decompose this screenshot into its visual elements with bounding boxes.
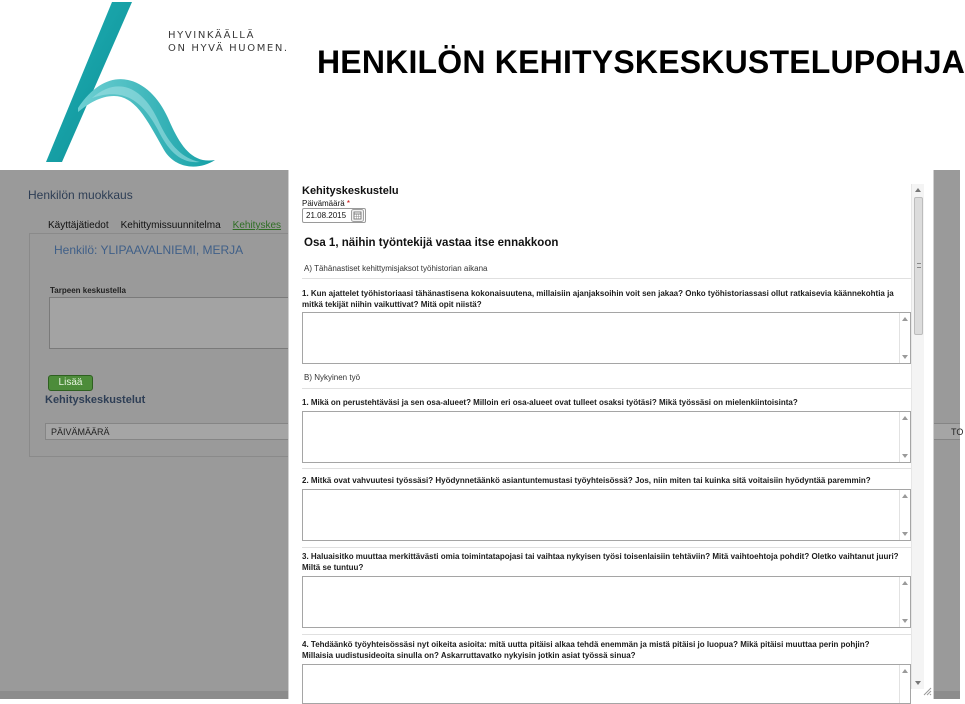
dialog-scrollbar[interactable]	[911, 184, 924, 689]
add-button[interactable]: Lisää	[48, 375, 93, 391]
divider	[302, 468, 912, 469]
scroll-up-icon[interactable]	[902, 581, 908, 585]
subsection-b: B) Nykyinen työ	[304, 373, 361, 382]
question-b3: 3. Haluaisitko muuttaa merkittävästi omia toimintatapojasi tai vaihtaa nykyisen työsi toisenlaisiin tehtäviin? Mitä vaihtoehtoja pohdit? Oletko vaihtanut juuri? Miltä se tuntuu?	[302, 552, 899, 572]
textarea-scrollbar[interactable]	[899, 412, 910, 462]
question-a1: 1. Kun ajattelet työhistoriaasi tähänastisena kokonaisuutena, millaisiin ajanjaksoihin voit sen jakaa? Onko työhistoriassasi ollut ratkaisevia käännekohtia ja mitkä tekijät niihin vaikuttivat? Mitä opit niistä?	[302, 289, 894, 309]
logo-tagline	[168, 29, 289, 55]
calendar-icon[interactable]	[351, 209, 364, 222]
grip-icon	[917, 263, 921, 268]
answer-b1-textarea[interactable]	[302, 411, 911, 463]
question-b2: 2. Mitkä ovat vahvuutesi työssäsi? Hyödynnetäänkö asiantuntemustasi työyhteisössä? Jos, niin miten tai kuinka sitä voitaisiin hyödyntää paremmin?	[302, 476, 871, 485]
need-to-discuss-textarea[interactable]	[49, 297, 299, 349]
tab-development-discussions[interactable]: Kehityskes	[232, 220, 282, 231]
scroll-down-icon[interactable]	[902, 532, 908, 536]
divider	[302, 547, 912, 548]
answer-a1-textarea[interactable]	[302, 312, 911, 364]
question-b1: 1. Mikä on perustehtäväsi ja sen osa-alueet? Milloin eri osa-alueet ovat tulleet osaksi työtäsi? Mikä työssäsi on mielenkiintoisinta?	[302, 398, 798, 407]
discussions-title: Kehityskeskustelut	[45, 394, 146, 406]
textarea-scrollbar[interactable]	[899, 313, 910, 363]
divider	[302, 278, 912, 279]
logo-tagline-line1: HYVINKÄÄLLÄ	[168, 30, 256, 41]
divider	[302, 634, 912, 635]
scroll-down-icon[interactable]	[902, 355, 908, 359]
textarea-scrollbar[interactable]	[899, 490, 910, 540]
textarea-scrollbar[interactable]	[899, 665, 910, 703]
scroll-up-icon[interactable]	[902, 416, 908, 420]
scroll-up-icon[interactable]	[915, 188, 921, 192]
tab-development-plan[interactable]: Kehittymissuunnitelma	[120, 220, 221, 231]
scroll-down-icon[interactable]	[902, 454, 908, 458]
question-b4: 4. Tehdäänkö työyhteisössäsi nyt oikeita asioita: mitä uutta pitäisi alkaa tehdä enemmän ja mistä pitäisi jo luopua? Mikä pitäisi muuttaa perin pohjin? Millaisia uudistusideoita sinulla on? Askarruttavatko nykyisin jotkin asiat työssä sinua?	[302, 640, 870, 660]
scroll-up-icon[interactable]	[902, 669, 908, 673]
slide-title: HENKILÖN KEHITYSKESKUSTELUPOHJA	[317, 44, 965, 80]
scroll-up-icon[interactable]	[902, 494, 908, 498]
resize-grip-icon[interactable]	[922, 686, 932, 696]
required-mark: *	[346, 199, 351, 208]
dialog-title: Kehityskeskustelu	[302, 185, 399, 197]
divider	[302, 388, 912, 389]
section-title: Osa 1, näihin työntekijä vastaa itse ennakkoon	[304, 237, 559, 249]
tab-bar	[48, 220, 281, 231]
tab-user-info[interactable]: Käyttäjätiedot	[48, 220, 109, 231]
textarea-scrollbar[interactable]	[899, 577, 910, 627]
column-truncated[interactable]: TO	[951, 427, 964, 437]
scroll-down-icon[interactable]	[915, 681, 921, 685]
hyvinkaa-logo	[40, 0, 230, 172]
date-label-text: Päivämäärä	[302, 199, 345, 208]
answer-b4-textarea[interactable]	[302, 664, 911, 704]
page-header: Henkilön muokkaus	[28, 188, 133, 202]
date-label	[302, 199, 350, 208]
date-input[interactable]: 21.08.2015	[302, 208, 366, 223]
development-discussion-dialog	[288, 170, 934, 699]
scrollbar-thumb[interactable]	[914, 197, 923, 335]
person-name: Henkilö: YLIPAAVALNIEMI, MERJA	[54, 243, 244, 257]
answer-b2-textarea[interactable]	[302, 489, 911, 541]
column-date[interactable]: PÄIVÄMÄÄRÄ	[51, 427, 110, 437]
subsection-a: A) Tähänastiset kehittymisjaksot työhistorian aikana	[304, 264, 488, 273]
scroll-down-icon[interactable]	[902, 619, 908, 623]
answer-b3-textarea[interactable]	[302, 576, 911, 628]
scroll-up-icon[interactable]	[902, 317, 908, 321]
logo-tagline-line2: ON HYVÄ HUOMEN.	[168, 43, 289, 54]
need-to-discuss-label: Tarpeen keskustella	[50, 286, 126, 295]
